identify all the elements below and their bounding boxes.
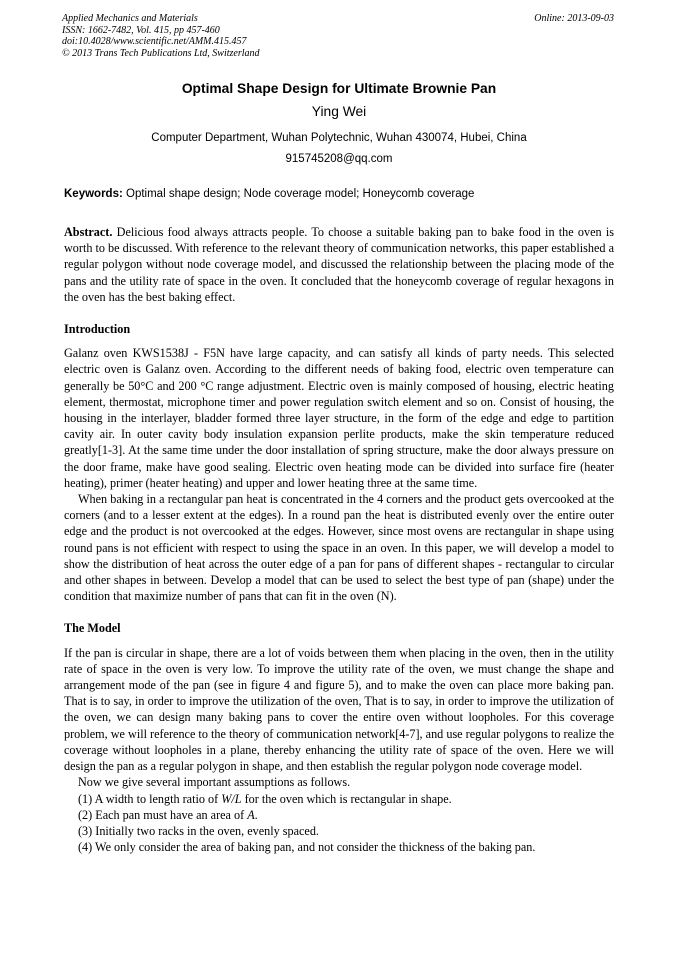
abstract-paragraph xyxy=(64,224,614,305)
paper-author: Ying Wei xyxy=(311,104,367,119)
model-paragraph-1: If the pan is circular in shape, there are a lot of voids between them when placing in the oven, then in the utility rate of space in the oven is very low. To improve the utility rate of the oven, we must change the shape and arrangement mode of the pan (see in figure 4 and figure 5), and to make the oven can place more baking pan. That is to say, in order to improve the utilization of the oven, That is to say, in order to improve the utilization of the oven, we can design many baking pans to cover the entire oven without loopholes. For this coverage problem, we will reference to the theory of communication network[4-7], and use regular polygons to realize the coverage without loopholes in a plane, thereby enhancing the utility rate of space of the oven. Here we will design the pan as a regular polygon in shape, and then establish the regular polygon node coverage model. xyxy=(64,645,614,774)
introduction-paragraph-2: When baking in a rectangular pan heat is concentrated in the 4 corners and the product gets overcooked at the corners (and to a lesser extent at the edges). In a round pan the heat is distributed evenly over the entire outer edge and the product is not overcooked at the edges. However, since most ovens are rectangular in shape using round pans is not efficient with respect to using the space in an oven. In this paper, we will develop a model to show the distribution of heat across the outer edge of a pan for pans of different shapes - rectangular to circular and other shapes in between. Develop a model that can be used to select the best type of pan (shape) under the condition that maximize number of pans that can fit in the oven (N). xyxy=(64,492,614,604)
abstract-text: Delicious food always attracts people. To choose a suitable baking pan to bake food in the oven is worth to be discussed. With reference to the relevant theory of communication networks, this paper established a regular polygon without node coverage model, and discussed the relationship between the placing mode of the pans and the utility rate of space in the oven. It concluded that the honeycomb coverage of regular hexagons in the oven has the best baking effect. xyxy=(64,225,615,304)
journal-name: Applied Mechanics and Materials xyxy=(62,13,198,24)
keywords-line xyxy=(64,188,616,200)
assumption-item: (4) We only consider the area of baking pan, and not consider the thickness of the baking pan. xyxy=(78,840,536,855)
assumption-item: (2) Each pan must have an area of A. xyxy=(78,807,258,822)
abstract-label: Abstract. xyxy=(64,225,113,239)
keywords-label: Keywords: xyxy=(64,188,123,200)
author-affiliation: Computer Department, Wuhan Polytechnic, Wuhan 430074, Hubei, China xyxy=(151,132,527,144)
introduction-heading: Introduction xyxy=(64,322,131,337)
model-heading: The Model xyxy=(64,621,121,636)
paper-body xyxy=(64,224,614,855)
assumption-item: (3) Initially two racks in the oven, evenly spaced. xyxy=(78,823,319,838)
assumption-item: (1) A width to length ratio of W/L for the oven which is rectangular in shape. xyxy=(78,791,452,806)
author-email: 915745208@qq.com xyxy=(285,153,393,165)
paper-title: Optimal Shape Design for Ultimate Brownie Pan xyxy=(181,81,497,96)
copyright-line: © 2013 Trans Tech Publications Ltd, Switzerland xyxy=(62,47,260,59)
introduction-paragraph-1: Galanz oven KWS1538J - F5N have large capacity, and can satisfy all kinds of party needs. This selected electric oven is Galanz oven. According to the different needs of baking food, electric oven temperature can generally be 50°C and 200 °C range adjustment. Electric oven is mainly composed of housing, electric heating element, thermostat, microphone timer and power regulation switch element and so on. Consist of housing, the housing in the interlayer, bladder formed three layer structure, in the form of the edge and edge to partition cavity air. In outer cavity body insulation expansion perlite products, make the skin temperature reduced greatly[1-3]. At the same time under the door installation of spring structure, make the door always pressure on the door frame, make have good sealing. Electric oven heating mode can be divided into surface fire (heater heating), primer (heater heating) and upper and lower heating three at the same time. xyxy=(64,346,614,490)
keywords-text: Optimal shape design; Node coverage model; Honeycomb coverage xyxy=(126,188,475,200)
online-date: Online: 2013-09-03 xyxy=(534,13,614,24)
doi-line: doi:10.4028/www.scientific.net/AMM.415.457 xyxy=(62,36,247,47)
journal-header xyxy=(62,13,614,59)
model-paragraph-2: Now we give several important assumptions as follows. xyxy=(78,775,351,790)
assumptions-list xyxy=(64,791,614,856)
issn-line: ISSN: 1662-7482, Vol. 415, pp 457-460 xyxy=(62,24,220,36)
